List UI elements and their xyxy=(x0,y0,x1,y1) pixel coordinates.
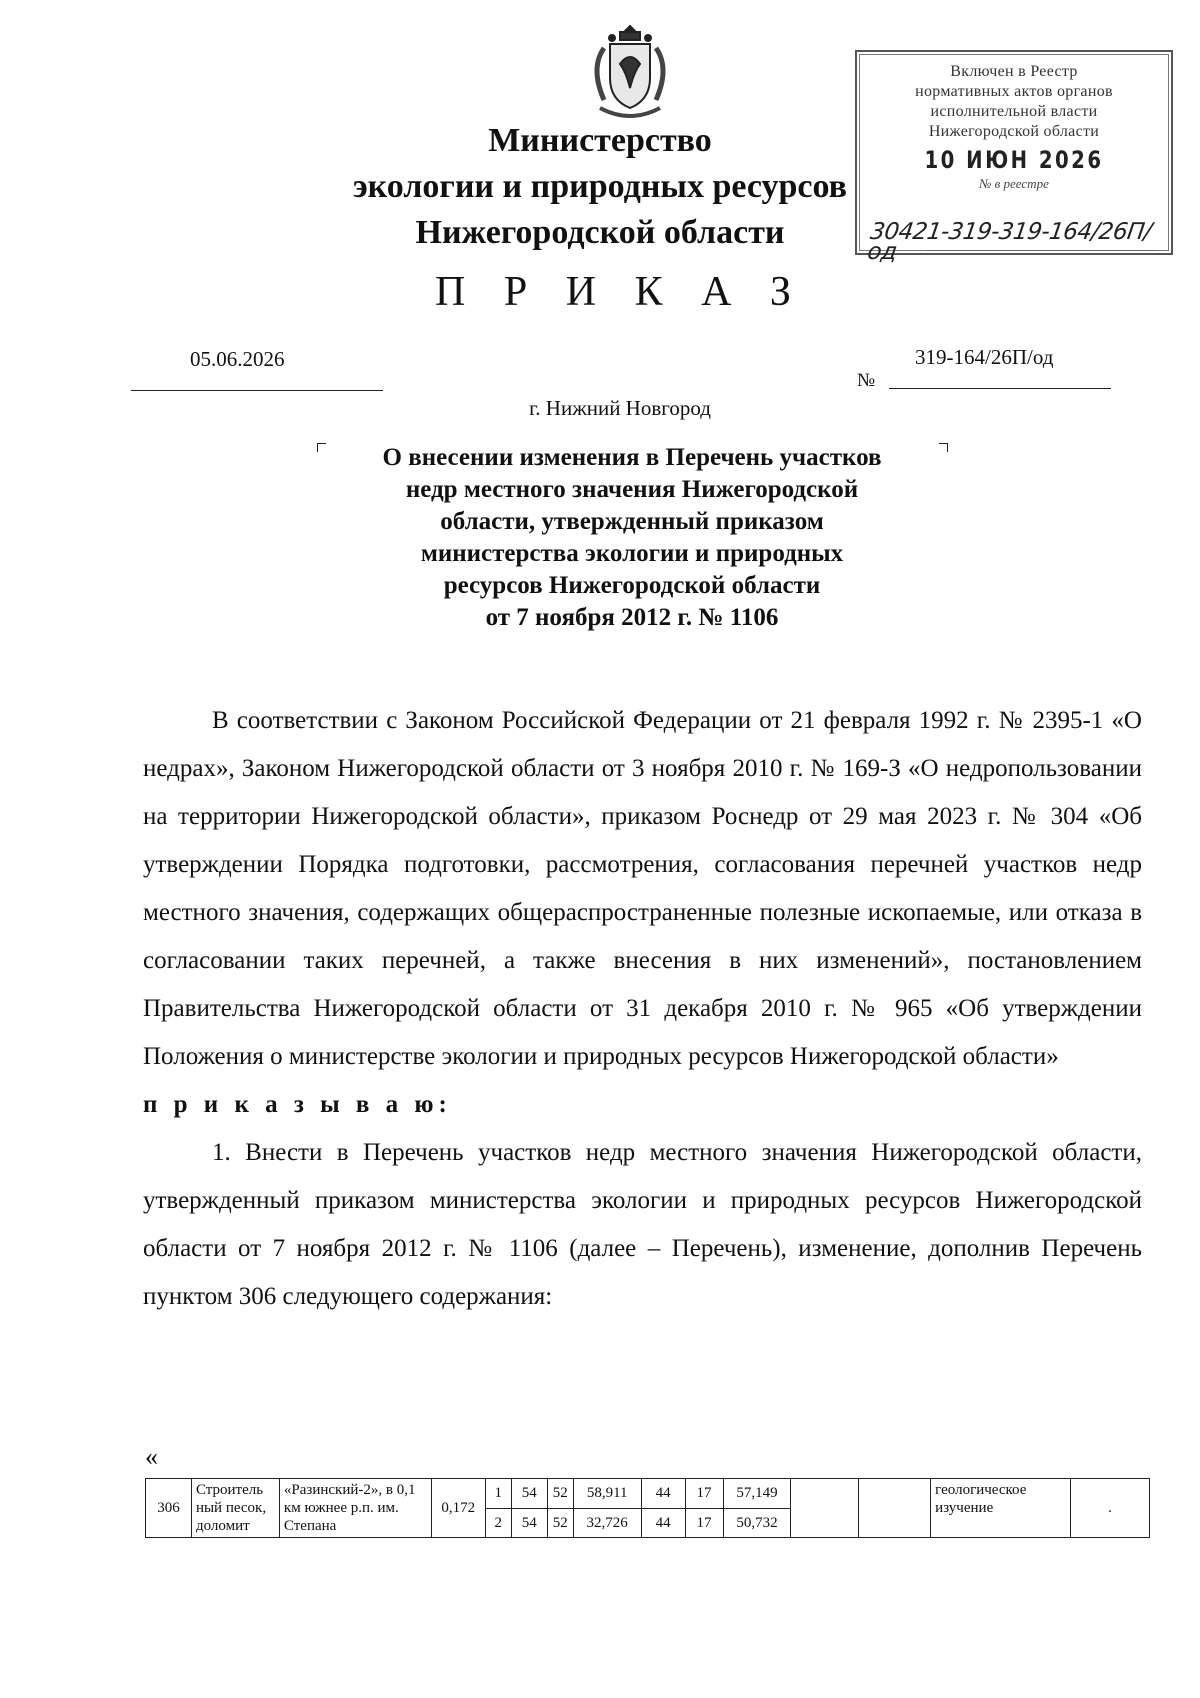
ministry-line: Нижегородской области xyxy=(415,214,785,251)
lon-seconds: 50,732 xyxy=(723,1508,791,1538)
order-date: 05.06.2026 xyxy=(190,347,285,371)
ministry-line: Министерство xyxy=(488,122,712,159)
point-number: 1 xyxy=(485,1479,511,1509)
coat-of-arms-emblem xyxy=(582,22,678,122)
empty-cell xyxy=(859,1479,931,1538)
subject-line: министерства экологии и природных xyxy=(420,540,844,567)
lon-minutes: 17 xyxy=(685,1479,723,1509)
lat-degrees: 54 xyxy=(511,1479,547,1509)
order-subject xyxy=(330,442,934,634)
order-body xyxy=(143,697,1142,1321)
number-underline xyxy=(889,388,1111,389)
perechen-table xyxy=(145,1478,1150,1538)
lon-minutes: 17 xyxy=(685,1508,723,1538)
table-tail-mark: . xyxy=(1071,1479,1150,1538)
subject-line: от 7 ноября 2012 г. № 1106 xyxy=(485,604,779,631)
subject-line: О внесении изменения в Перечень участков xyxy=(382,444,882,471)
empty-cell xyxy=(791,1479,859,1538)
city: г. Нижний Новгород xyxy=(529,396,711,420)
ministry-title xyxy=(300,118,900,256)
point-number: 2 xyxy=(485,1508,511,1538)
subject-line: недр местного значения Нижегородской xyxy=(405,476,859,503)
date-underline xyxy=(131,390,383,391)
registry-stamp xyxy=(855,50,1173,265)
usage-purpose: геологическое изучение xyxy=(931,1479,1071,1538)
lat-minutes: 52 xyxy=(547,1508,573,1538)
lon-degrees: 44 xyxy=(641,1479,685,1509)
table-row xyxy=(146,1479,1150,1509)
stamp-line: нормативных актов органов xyxy=(915,83,1113,100)
stamp-line: исполнительной власти xyxy=(930,103,1098,120)
row-number: 306 xyxy=(146,1479,192,1538)
stamp-line: Нижегородской области xyxy=(928,123,1100,140)
subject-line: области, утвержденный приказом xyxy=(440,508,824,535)
stamp-reg-label: № в реестре xyxy=(979,176,1049,191)
subject-corner-left xyxy=(317,443,326,452)
lon-seconds: 57,149 xyxy=(723,1479,791,1509)
stamp-underline xyxy=(927,250,1157,251)
lat-seconds: 32,726 xyxy=(573,1508,641,1538)
stamp-date: 10 ИЮН 2026 xyxy=(924,146,1104,174)
site-name: «Разинский-2», в 0,1 км южнее р.п. им. Степана xyxy=(279,1479,431,1538)
lat-minutes: 52 xyxy=(547,1479,573,1509)
ministry-line: экологии и природных ресурсов xyxy=(352,168,848,205)
stamp-reg-number: 30421-319-319-164/26П/од xyxy=(865,219,1154,265)
document-type: П Р И К А З xyxy=(435,269,805,315)
lon-degrees: 44 xyxy=(641,1508,685,1538)
stamp-line: Включен в Реестр xyxy=(950,63,1078,80)
item-1-paragraph: 1. Внести в Перечень участков недр местного значения Нижегородской области, утвержденный приказом министерства экологии и природных ресурсов Нижегородской области от 7 ноября 2012 г. № 1106 (далее – Перечень), изменение, дополнив Перечень пунктом 306 следующего содержания: xyxy=(143,1139,1142,1310)
mineral-type: Строитель ный песок, доломит xyxy=(191,1479,279,1538)
number-sign: № xyxy=(857,370,876,391)
subject-line: ресурсов Нижегородской области xyxy=(443,572,821,599)
lat-degrees: 54 xyxy=(511,1508,547,1538)
lat-seconds: 58,911 xyxy=(573,1479,641,1509)
order-number: 319-164/26П/од xyxy=(915,345,1054,369)
opening-quote: « xyxy=(145,1442,158,1471)
subject-corner-right xyxy=(939,443,948,452)
preamble-paragraph: В соответствии с Законом Российской Федерации от 21 февраля 1992 г. № 2395-1 «О недрах», Законом Нижегородской области от 3 ноября 2010 г. № 169-З «О недропользовании на территории Нижегородской области», приказом Роснедр от 29 мая 2023 г. № 304 «Об утверждении Порядка подготовки, рассмотрения, согласования перечней участков недр местного значения, содержащих общераспространенные полезные ископаемые, или отказа в согласовании таких перечней, а также внесения в них изменений», постановлением Правительства Нижегородской области от 31 декабря 2010 г. № 965 «Об утверждении Положения о министерстве экологии и природных ресурсов Нижегородской области» xyxy=(143,707,1142,1070)
order-word: п р и к а з ы в а ю: xyxy=(143,1091,452,1118)
site-area: 0,172 xyxy=(431,1479,485,1538)
